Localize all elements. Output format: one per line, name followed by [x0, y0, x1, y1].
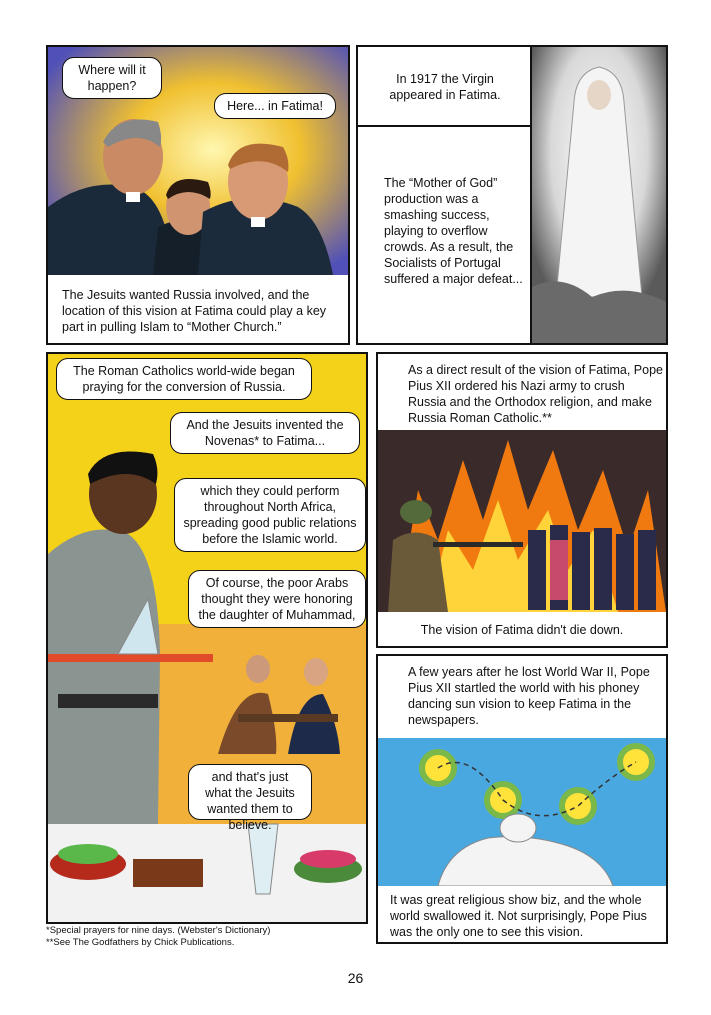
panel-novenas	[46, 352, 368, 924]
panel-nazi-army	[376, 352, 668, 648]
bubble-where: Where will it happen?	[62, 57, 162, 99]
bubble-north-africa: which they could perform throughout North Africa, spreading good public relations before the Islamic world.	[174, 478, 366, 552]
dancing-sun-illustration	[378, 738, 666, 886]
bubble-here: Here... in Fatima!	[214, 93, 336, 119]
caption-nazi-army: As a direct result of the vision of Fatima, Pope Pius XII ordered his Nazi army to crush Russia and the Orthodox religion, and make Russia Roman Catholic.**	[408, 363, 663, 425]
footnote-novenas: *Special prayers for nine days. (Webster's Dictionary)	[46, 925, 271, 936]
bubble-novenas: And the Jesuits invented the Novenas* to Fatima...	[170, 412, 360, 454]
caption-production: The “Mother of God” production was a smashing success, playing to overflow crowds. As a result, the Socialists of Portugal suffered a major defeat...	[384, 176, 523, 286]
panel-virgin-image	[530, 45, 668, 345]
panel-dancing-sun	[376, 654, 668, 944]
footnote-godfathers: **See The Godfathers by Chick Publications.	[46, 937, 235, 948]
caption-jesuits: The Jesuits wanted Russia involved, and the location of this vision at Fatima could play a key part in pulling Islam to “Mother Church.”	[62, 288, 327, 334]
bubble-believe: and that's just what the Jesuits wanted them to believe.	[188, 764, 312, 820]
panel-production	[356, 125, 532, 345]
panel-jesuits	[46, 45, 350, 345]
fire-illustration	[378, 430, 666, 612]
bubble-praying: The Roman Catholics world-wide began praying for the conversion of Russia.	[56, 358, 312, 400]
caption-dancing-sun: A few years after he lost World War II, Pope Pius XII startled the world with his phoney dancing sun vision to keep Fatima in the newspapers.	[408, 665, 650, 727]
bubble-poor-arabs: Of course, the poor Arabs thought they were honoring the daughter of Muhammad,	[188, 570, 366, 628]
caption-show-biz: It was great religious show biz, and the whole world swallowed it. Not surprisingly, Pope Pius was the only one to see this vision.	[390, 893, 647, 939]
page-number: 26	[347, 970, 364, 986]
footnotes	[46, 925, 270, 949]
caption-virgin-appeared: In 1917 the Virgin appeared in Fatima.	[389, 72, 501, 102]
panel-virgin-appeared	[356, 45, 532, 127]
caption-didnt-die: The vision of Fatima didn't die down.	[420, 623, 624, 637]
virgin-illustration	[532, 47, 666, 343]
